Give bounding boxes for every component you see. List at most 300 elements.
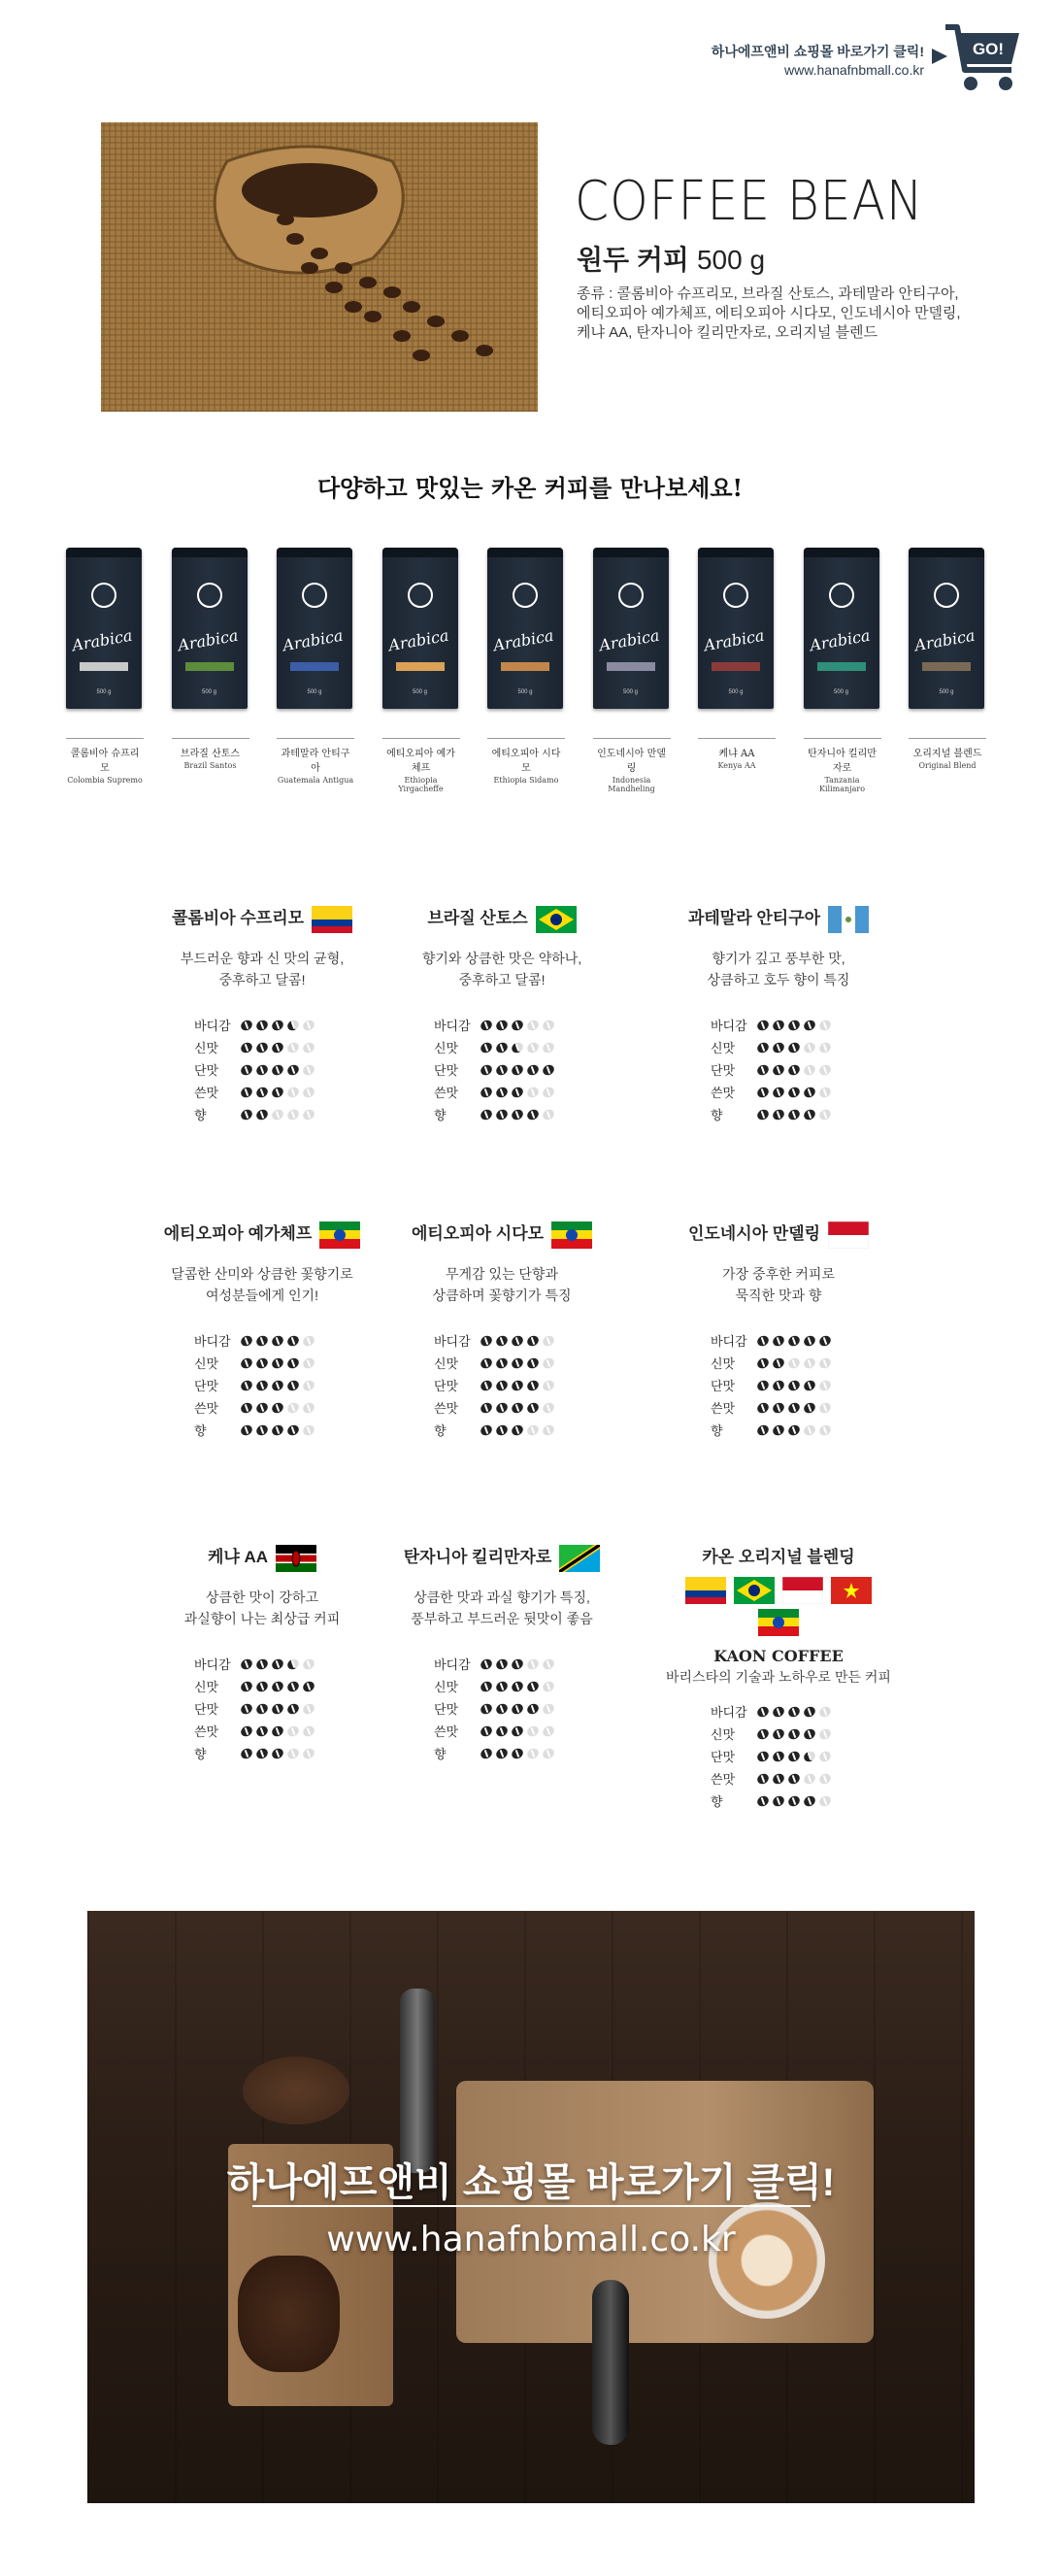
rating-bean-icon	[802, 1040, 816, 1054]
flavor-card	[385, 1219, 618, 1441]
rating-row	[434, 1081, 618, 1103]
rating-label: 단맛	[711, 1063, 736, 1078]
rating-bean-icon	[270, 1701, 284, 1716]
rating-bean-icon	[270, 1679, 284, 1693]
bag-name-ko: 케냐 AA	[698, 738, 776, 759]
rating-bean-icon	[525, 1062, 540, 1077]
rating-row	[434, 1396, 618, 1419]
rating-label: 신맛	[711, 1356, 736, 1371]
rating-bean-icon	[239, 1333, 253, 1348]
rating-bean-icon	[786, 1040, 801, 1054]
bag-package	[277, 548, 352, 709]
rating-bean-icon	[786, 1726, 801, 1741]
rating-bean-icon	[510, 1746, 524, 1760]
logo-badge	[934, 583, 959, 608]
rating-bean-icon	[479, 1400, 493, 1415]
rating-bean-icon	[239, 1107, 253, 1121]
rating-bean-icon	[541, 1085, 555, 1099]
bag-weight: 500 g	[517, 689, 533, 695]
rating-row	[194, 1653, 379, 1675]
rating-bean-icon	[755, 1793, 770, 1808]
rating-bean-icon	[301, 1679, 315, 1693]
flavor-ratings	[711, 1329, 895, 1441]
rating-bean-icon	[510, 1422, 524, 1437]
rating-bean-icon	[771, 1378, 785, 1392]
rating-bean-icon	[301, 1062, 315, 1077]
rating-bean-icon	[525, 1422, 540, 1437]
rating-bean-icon	[755, 1726, 770, 1741]
card-description: 향기가 깊고 풍부한 맛, 상큼하고 호두 향이 특징	[707, 951, 850, 987]
rating-label: 쓴맛	[434, 1724, 459, 1739]
bag-label-stripe	[396, 662, 445, 671]
bag-package	[172, 548, 248, 709]
rating-bean-icon	[301, 1085, 315, 1099]
card-title: 과테말라 안티구아	[662, 903, 895, 934]
bag-weight: 500 g	[201, 689, 216, 695]
rating-bean-icon	[479, 1018, 493, 1032]
coffee-bean-sack-image	[101, 122, 538, 412]
rating-bean-icon	[301, 1701, 315, 1716]
rating-bean-icon	[301, 1656, 315, 1671]
rating-bean-icon	[817, 1062, 832, 1077]
rating-bean-icon	[254, 1679, 269, 1693]
card-description: 상큼한 맛과 과실 향기가 특징, 풍부하고 부드러운 뒷맛이 좋음	[411, 1589, 593, 1626]
logo-badge	[723, 583, 748, 608]
bag-script: Arabica	[491, 625, 555, 655]
rating-bean-icon	[755, 1040, 770, 1054]
rating-row	[434, 1352, 618, 1374]
bag-name-ko: 과테말라 안티구아	[277, 738, 354, 774]
bag-script: Arabica	[281, 625, 345, 655]
rating-row	[194, 1014, 379, 1036]
flavor-card	[146, 1219, 379, 1441]
rating-bean-icon	[525, 1040, 540, 1054]
rating-bean-icon	[254, 1333, 269, 1348]
rating-bean-icon	[802, 1793, 816, 1808]
rating-row	[194, 1081, 379, 1103]
rating-row	[711, 1723, 895, 1745]
rating-label: 단맛	[434, 1702, 459, 1717]
rating-bean-icon	[541, 1656, 555, 1671]
svg-text:GO!: GO!	[972, 40, 1005, 58]
rating-bean-icon	[755, 1704, 770, 1719]
rating-row	[711, 1081, 895, 1103]
shop-link[interactable]	[712, 43, 924, 80]
product-bag	[172, 548, 249, 770]
bag-name-ko: 에티오피아 시다모	[487, 738, 565, 774]
rating-bean-icon	[270, 1107, 284, 1121]
rating-label: 향	[194, 1747, 207, 1761]
rating-bean-icon	[510, 1679, 524, 1693]
rating-bean-icon	[817, 1726, 832, 1741]
rating-row	[711, 1745, 895, 1767]
rating-bean-icon	[494, 1378, 509, 1392]
rating-bean-icon	[525, 1333, 540, 1348]
rating-label: 향	[711, 1794, 723, 1809]
bag-package	[66, 548, 142, 709]
flavor-card	[385, 1542, 618, 1764]
bag-label-stripe	[80, 662, 128, 671]
rating-bean-icon	[525, 1355, 540, 1370]
product-bag	[487, 548, 565, 785]
flavor-card	[662, 1542, 895, 1812]
rating-bean-icon	[494, 1656, 509, 1671]
rating-row	[434, 1374, 618, 1396]
rating-label: 신맛	[711, 1727, 736, 1742]
rating-bean-icon	[479, 1085, 493, 1099]
rating-bean-icon	[285, 1679, 300, 1693]
bag-package	[382, 548, 458, 709]
rating-bean-icon	[285, 1062, 300, 1077]
rating-bean-icon	[802, 1704, 816, 1719]
rating-row	[194, 1396, 379, 1419]
rating-bean-icon	[270, 1400, 284, 1415]
portafilter-handle	[592, 2280, 629, 2445]
rating-bean-icon	[771, 1062, 785, 1077]
rating-row	[711, 1352, 895, 1374]
logo-badge	[618, 583, 644, 608]
kaon-tagline: 바리스타의 기술과 노하우로 만든 커피	[666, 1669, 891, 1685]
rating-bean-icon	[494, 1746, 509, 1760]
flavor-ratings	[434, 1329, 618, 1441]
rating-row	[711, 1767, 895, 1790]
rating-bean-icon	[270, 1723, 284, 1738]
product-bag	[909, 548, 986, 770]
bag-name-en: Ethiopia Sidamo	[493, 776, 559, 785]
bag-script: Arabica	[808, 625, 872, 655]
rating-bean-icon	[510, 1400, 524, 1415]
flavor-card	[146, 903, 379, 1125]
rating-bean-icon	[479, 1107, 493, 1121]
product-bag	[277, 548, 354, 785]
shop-link-url: www.hanafnbmall.co.kr	[784, 62, 924, 78]
bag-package	[593, 548, 669, 709]
card-title: 에티오피아 시다모	[385, 1219, 618, 1250]
bag-name-en: Indonesia Mandheling	[608, 776, 655, 793]
rating-bean-icon	[817, 1793, 832, 1808]
rating-bean-icon	[771, 1107, 785, 1121]
rating-bean-icon	[817, 1107, 832, 1121]
bag-label-stripe	[501, 662, 549, 671]
rating-bean-icon	[541, 1422, 555, 1437]
rating-label: 쓴맛	[434, 1401, 459, 1416]
rating-bean-icon	[755, 1107, 770, 1121]
rating-bean-icon	[254, 1400, 269, 1415]
bag-name-en: Brazil Santos	[183, 761, 237, 770]
rating-bean-icon	[510, 1723, 524, 1738]
rating-bean-icon	[817, 1400, 832, 1415]
indonesia-flag-icon	[782, 1577, 823, 1604]
rating-bean-icon	[541, 1107, 555, 1121]
rating-bean-icon	[771, 1771, 785, 1786]
vietnam-flag-icon	[831, 1577, 872, 1604]
rating-label: 쓴맛	[434, 1086, 459, 1100]
rating-bean-icon	[285, 1333, 300, 1348]
rating-bean-icon	[510, 1062, 524, 1077]
rating-bean-icon	[755, 1378, 770, 1392]
rating-bean-icon	[771, 1726, 785, 1741]
rating-row	[434, 1742, 618, 1764]
rating-bean-icon	[525, 1378, 540, 1392]
rating-bean-icon	[270, 1333, 284, 1348]
rating-bean-icon	[786, 1062, 801, 1077]
rating-label: 바디감	[194, 1334, 231, 1349]
rating-label: 향	[434, 1423, 447, 1438]
rating-bean-icon	[525, 1701, 540, 1716]
rating-bean-icon	[755, 1355, 770, 1370]
rating-row	[194, 1058, 379, 1081]
rating-bean-icon	[270, 1085, 284, 1099]
rating-bean-icon	[541, 1723, 555, 1738]
rating-bean-icon	[239, 1400, 253, 1415]
rating-bean-icon	[239, 1656, 253, 1671]
rating-bean-icon	[802, 1749, 816, 1763]
rating-bean-icon	[755, 1771, 770, 1786]
rating-bean-icon	[817, 1040, 832, 1054]
rating-bean-icon	[285, 1701, 300, 1716]
rating-bean-icon	[285, 1378, 300, 1392]
rating-bean-icon	[755, 1062, 770, 1077]
rating-bean-icon	[494, 1400, 509, 1415]
brazil-flag-icon	[734, 1577, 775, 1604]
product-lineup	[66, 548, 998, 800]
rating-bean-icon	[771, 1400, 785, 1415]
rating-label: 신맛	[434, 1680, 459, 1694]
rating-row	[434, 1653, 618, 1675]
card-title: 케냐 AA	[146, 1542, 379, 1573]
rating-label: 단맛	[711, 1379, 736, 1393]
card-description: 상큼한 맛이 강하고 과실향이 나는 최상급 커피	[183, 1589, 341, 1626]
rating-bean-icon	[254, 1018, 269, 1032]
ethiopia-flag-icon	[319, 1221, 360, 1249]
rating-bean-icon	[285, 1107, 300, 1121]
rating-bean-icon	[479, 1656, 493, 1671]
kaon-brand: KAON COFFEE	[713, 1647, 844, 1665]
rating-bean-icon	[285, 1085, 300, 1099]
rating-bean-icon	[786, 1085, 801, 1099]
rating-bean-icon	[755, 1400, 770, 1415]
rating-label: 향	[711, 1108, 723, 1122]
bag-package	[487, 548, 563, 709]
bag-name-ko: 인도네시아 만델링	[593, 738, 671, 774]
bag-weight: 500 g	[728, 689, 744, 695]
rating-bean-icon	[786, 1771, 801, 1786]
bag-script: Arabica	[176, 625, 240, 655]
rating-bean-icon	[802, 1400, 816, 1415]
rating-bean-icon	[771, 1040, 785, 1054]
rating-row	[711, 1419, 895, 1441]
rating-bean-icon	[802, 1085, 816, 1099]
rating-bean-icon	[817, 1749, 832, 1763]
rating-bean-icon	[786, 1704, 801, 1719]
rating-bean-icon	[254, 1723, 269, 1738]
rating-bean-icon	[285, 1422, 300, 1437]
rating-label: 향	[194, 1423, 207, 1438]
hero-weight: 500 g	[696, 245, 766, 275]
rating-bean-icon	[771, 1018, 785, 1032]
card-description: 달콤한 산미와 상큼한 꽃향기로 여성분들에게 인기!	[171, 1266, 353, 1303]
blend-flags	[662, 1577, 895, 1641]
rating-bean-icon	[270, 1062, 284, 1077]
rating-bean-icon	[239, 1040, 253, 1054]
rating-bean-icon	[541, 1701, 555, 1716]
rating-row	[434, 1697, 618, 1720]
rating-bean-icon	[817, 1771, 832, 1786]
rating-bean-icon	[494, 1085, 509, 1099]
flavor-ratings	[434, 1653, 618, 1764]
cart-go-button[interactable]	[932, 21, 1021, 97]
banner-title: 하나에프앤비 쇼핑몰 바로가기 클릭!	[226, 2161, 836, 2204]
rating-bean-icon	[755, 1422, 770, 1437]
rating-bean-icon	[239, 1679, 253, 1693]
rating-bean-icon	[494, 1723, 509, 1738]
indonesia-flag-icon	[828, 1221, 869, 1249]
rating-label: 신맛	[194, 1356, 219, 1371]
rating-bean-icon	[254, 1040, 269, 1054]
logo-badge	[408, 583, 433, 608]
rating-bean-icon	[541, 1062, 555, 1077]
rating-bean-icon	[802, 1726, 816, 1741]
bag-script: Arabica	[912, 625, 977, 655]
rating-row	[711, 1036, 895, 1058]
rating-bean-icon	[254, 1107, 269, 1121]
rating-bean-icon	[239, 1422, 253, 1437]
bag-label-stripe	[185, 662, 234, 671]
bag-name-ko: 브라질 산토스	[172, 738, 249, 759]
rating-label: 바디감	[711, 1019, 747, 1033]
tamper	[400, 1989, 435, 2173]
rating-label: 단맛	[194, 1379, 219, 1393]
bag-label-stripe	[290, 662, 339, 671]
rating-bean-icon	[479, 1333, 493, 1348]
bag-script: Arabica	[70, 625, 134, 655]
bag-name-ko: 탄자니아 킬리만자로	[804, 738, 881, 774]
rating-bean-icon	[541, 1400, 555, 1415]
rating-bean-icon	[270, 1378, 284, 1392]
rating-bean-icon	[525, 1746, 540, 1760]
bag-name-ko: 콜롬비아 슈프리모	[66, 738, 144, 774]
bag-package	[698, 548, 774, 709]
rating-bean-icon	[285, 1400, 300, 1415]
rating-label: 향	[711, 1423, 723, 1438]
rating-bean-icon	[239, 1723, 253, 1738]
rating-bean-icon	[239, 1746, 253, 1760]
rating-bean-icon	[755, 1085, 770, 1099]
banner-divider	[252, 2205, 811, 2207]
rating-label: 향	[434, 1747, 447, 1761]
product-bag	[382, 548, 460, 793]
bag-script: Arabica	[597, 625, 661, 655]
rating-bean-icon	[786, 1793, 801, 1808]
logo-badge	[513, 583, 538, 608]
rating-bean-icon	[239, 1701, 253, 1716]
rating-bean-icon	[541, 1040, 555, 1054]
bag-label-stripe	[817, 662, 866, 671]
rating-bean-icon	[541, 1679, 555, 1693]
logo-badge	[91, 583, 116, 608]
rating-label: 바디감	[434, 1334, 471, 1349]
rating-bean-icon	[541, 1746, 555, 1760]
rating-row	[711, 1700, 895, 1723]
rating-bean-icon	[525, 1723, 540, 1738]
rating-bean-icon	[802, 1355, 816, 1370]
rating-row	[194, 1419, 379, 1441]
rating-bean-icon	[239, 1085, 253, 1099]
bag-name-en: Colombia Supremo	[67, 776, 143, 785]
rating-label: 바디감	[711, 1705, 747, 1720]
card-description: 향기와 상큼한 맛은 약하나, 중후하고 달콤!	[421, 951, 582, 987]
rating-label: 신맛	[434, 1356, 459, 1371]
rating-bean-icon	[771, 1749, 785, 1763]
card-title: 탄자니아 킬리만자로	[385, 1542, 618, 1573]
rating-bean-icon	[270, 1040, 284, 1054]
rating-bean-icon	[525, 1400, 540, 1415]
rating-bean-icon	[510, 1701, 524, 1716]
rating-bean-icon	[541, 1355, 555, 1370]
product-bag	[698, 548, 776, 770]
rating-bean-icon	[494, 1018, 509, 1032]
rating-bean-icon	[270, 1746, 284, 1760]
shop-banner-link[interactable]	[87, 1911, 975, 2503]
rating-row	[711, 1329, 895, 1352]
rating-bean-icon	[254, 1378, 269, 1392]
rating-bean-icon	[802, 1422, 816, 1437]
rating-row	[194, 1374, 379, 1396]
rating-bean-icon	[239, 1062, 253, 1077]
rating-bean-icon	[254, 1656, 269, 1671]
rating-label: 바디감	[434, 1019, 471, 1033]
rating-row	[434, 1675, 618, 1697]
bag-weight: 500 g	[412, 689, 427, 695]
rating-bean-icon	[479, 1040, 493, 1054]
bag-label-stripe	[607, 662, 655, 671]
rating-bean-icon	[802, 1771, 816, 1786]
bag-label-stripe	[712, 662, 760, 671]
rating-bean-icon	[802, 1107, 816, 1121]
card-description: 부드러운 향과 신 맛의 균형, 중후하고 달콤!	[180, 951, 345, 987]
rating-bean-icon	[479, 1422, 493, 1437]
rating-bean-icon	[239, 1018, 253, 1032]
flavor-ratings	[711, 1014, 895, 1125]
rating-row	[194, 1742, 379, 1764]
shop-link-title: 하나에프앤비 쇼핑몰 바로가기 클릭!	[711, 44, 924, 59]
rating-bean-icon	[510, 1378, 524, 1392]
rating-row	[194, 1103, 379, 1125]
rating-bean-icon	[817, 1085, 832, 1099]
rating-row	[711, 1790, 895, 1812]
rating-row	[434, 1103, 618, 1125]
card-description: 무게감 있는 단향과 상큼하며 꽃향기가 특징	[432, 1266, 572, 1303]
rating-label: 쓴맛	[711, 1086, 736, 1100]
bag-weight: 500 g	[96, 689, 112, 695]
rating-bean-icon	[494, 1333, 509, 1348]
rating-bean-icon	[755, 1749, 770, 1763]
bag-name-en: Kenya AA	[717, 761, 756, 770]
flavor-card	[662, 1219, 895, 1441]
rating-bean-icon	[285, 1656, 300, 1671]
bag-name-en: Ethiopia Yirgacheffe	[398, 776, 444, 793]
rating-bean-icon	[494, 1355, 509, 1370]
rating-bean-icon	[771, 1355, 785, 1370]
rating-label: 향	[194, 1108, 207, 1122]
rating-bean-icon	[301, 1400, 315, 1415]
rating-bean-icon	[301, 1723, 315, 1738]
rating-bean-icon	[802, 1333, 816, 1348]
logo-badge	[197, 583, 222, 608]
rating-bean-icon	[786, 1333, 801, 1348]
product-bag	[804, 548, 881, 793]
card-title: 카온 오리지널 블렌딩	[702, 1548, 855, 1566]
